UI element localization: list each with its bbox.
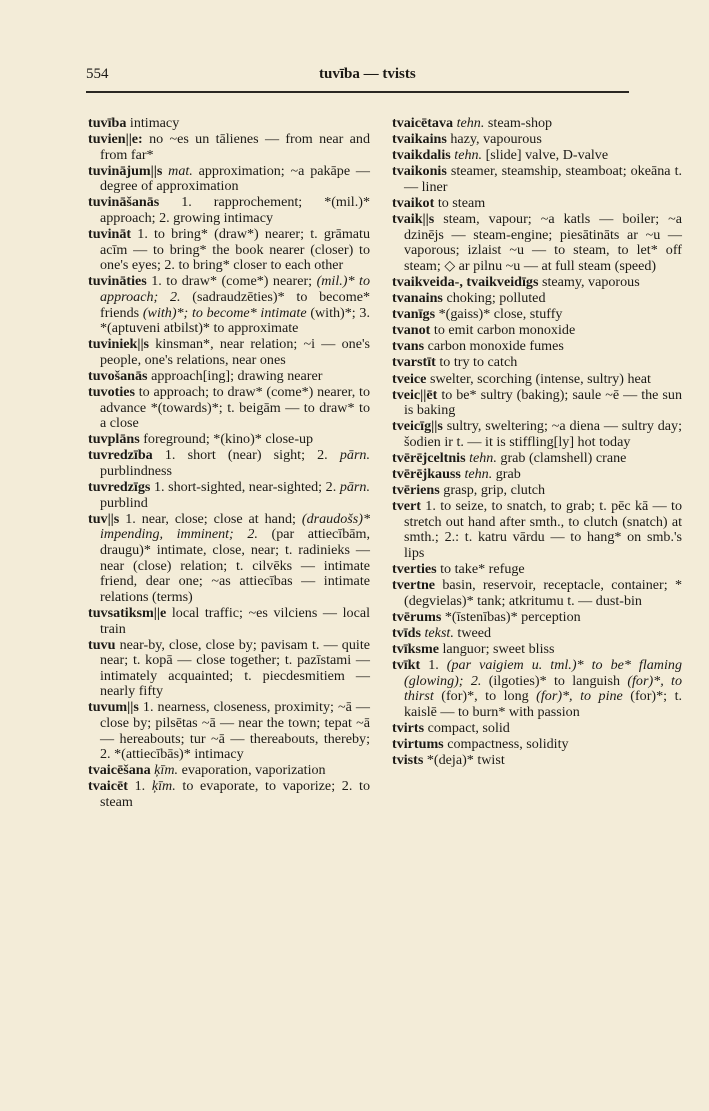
dictionary-entry bbox=[88, 337, 370, 368]
headword: tvaikonis bbox=[392, 163, 447, 180]
headword: tuvināties bbox=[88, 273, 147, 290]
dictionary-entry bbox=[88, 369, 370, 385]
headword: tuvien||e: bbox=[88, 131, 143, 148]
definition: tehn. grab (clamshell) crane bbox=[469, 449, 627, 466]
definition: 1. short (near) sight; 2. pārn. purblindness bbox=[100, 447, 370, 480]
definition: steamy, vaporous bbox=[541, 273, 640, 290]
headword: tvanains bbox=[392, 290, 443, 307]
headword: tvaicēt bbox=[88, 778, 128, 795]
headword: tuvināšanās bbox=[88, 194, 160, 211]
headword: tvērums bbox=[392, 608, 442, 625]
headword: tvērējceltnis bbox=[392, 449, 466, 466]
definition: 1. (par vaigiem u. tml.)* to be* flaming (glowing); 2. (ilgoties)* to languish (for)*, to thirst (for)*, to long (for)*, to pine (for)*; t. kaislē — to burn* with passion bbox=[404, 657, 683, 720]
headword: tuvplāns bbox=[88, 431, 140, 448]
page-number: 554 bbox=[86, 66, 109, 82]
dictionary-entry bbox=[88, 480, 370, 511]
dictionary-entry bbox=[392, 196, 682, 212]
definition: no ~es un tālienes — from near and from far* bbox=[100, 131, 370, 163]
dictionary-entry bbox=[392, 291, 682, 307]
definition: 1. to draw* (come*) nearer; (mil.)* to approach; 2. (sadraudzēties)* to become* friends (with)*; to become* intimate (with)*; 3. *(aptuveni atbilst)* to approximate bbox=[100, 273, 370, 337]
headword: tuvināt bbox=[88, 226, 132, 243]
definition: mat. approximation; ~a pakāpe — degree of approximation bbox=[100, 162, 370, 195]
headword: tuvība bbox=[88, 115, 127, 131]
dictionary-entry bbox=[88, 432, 370, 448]
definition: tekst. tweed bbox=[424, 625, 492, 641]
dictionary-entry bbox=[392, 451, 682, 467]
dictionary-entry bbox=[88, 512, 370, 606]
definition: choking; polluted bbox=[446, 290, 546, 307]
dictionary-entry bbox=[88, 164, 370, 195]
headword: tvēriens bbox=[392, 482, 440, 499]
dictionary-entry bbox=[392, 164, 682, 195]
definition: steam, vapour; ~a katls — boiler; ~a dzinējs — steam-engine; piesātināts ar ~u — vaporous; izlaist ~u — to steam, to let* off steam; ◇ ar pilnu ~u — at full steam (speed) bbox=[404, 211, 682, 274]
definition: tehn. steam-shop bbox=[456, 115, 553, 131]
headword: tveicīg||s bbox=[392, 418, 443, 435]
definition: hazy, vapourous bbox=[450, 131, 542, 148]
definition: to approach; to draw* (come*) nearer, to advance *(towards)*; t. beigām — to draw* to a close bbox=[100, 384, 370, 432]
headword: tvert bbox=[392, 498, 421, 515]
definition: near-by, close, close by; pavisam t. — quite near; t. kopā — close together; t. pazīstami — intimately acquainted; t. piecdesmitiem — nearly fifty bbox=[100, 636, 370, 700]
dictionary-entry bbox=[88, 606, 370, 637]
headword: tuviniek||s bbox=[88, 336, 150, 353]
dictionary-entry bbox=[88, 274, 370, 336]
dictionary-entry bbox=[392, 355, 682, 371]
dictionary-entry bbox=[392, 483, 682, 499]
definition: compactness, solidity bbox=[447, 736, 569, 753]
dictionary-entry bbox=[88, 763, 370, 779]
headword: tvirtums bbox=[392, 736, 444, 753]
dictionary-entry bbox=[392, 578, 682, 609]
headword: tuvredzība bbox=[88, 447, 153, 464]
dictionary-entry bbox=[392, 562, 682, 578]
dictionary-entry bbox=[392, 610, 682, 626]
definition: 1. rapprochement; *(mil.)* approach; 2. growing intimacy bbox=[100, 194, 370, 227]
definition: carbon monoxide fumes bbox=[427, 338, 564, 355]
headword: tverties bbox=[392, 561, 437, 578]
dictionary-entry bbox=[392, 275, 682, 291]
dictionary-entry bbox=[392, 658, 682, 720]
definition: to be* sultry (baking); saule ~ē — the sun is baking bbox=[404, 386, 682, 419]
definition: 1. to seize, to snatch, to grab; t. pēc kā — to stretch out hand after smth., to clutch (snatch) at smth.; 2.: t. katru vārdu — to hang* on smb.'s lips bbox=[404, 498, 682, 562]
definition: *(īstenības)* perception bbox=[444, 608, 581, 625]
headword: tvaicētava bbox=[392, 115, 454, 131]
headword: tvērējkauss bbox=[392, 466, 461, 483]
definition: tehn. grab bbox=[464, 466, 521, 483]
definition: swelter, scorching (intense, sultry) heat bbox=[429, 370, 651, 387]
headword: tveice bbox=[392, 370, 427, 387]
dictionary-entry bbox=[88, 195, 370, 226]
definition: compact, solid bbox=[427, 720, 510, 737]
definition: 1. short-sighted, near-sighted; 2. pārn. purblind bbox=[100, 479, 370, 511]
dictionary-entry bbox=[392, 642, 682, 658]
dictionary-entry bbox=[392, 626, 682, 642]
dictionary-entry bbox=[392, 116, 682, 132]
headword: tvarstīt bbox=[392, 354, 436, 371]
right-column bbox=[392, 116, 682, 769]
dictionary-entry bbox=[392, 148, 682, 164]
headword: tvans bbox=[392, 338, 425, 355]
definition: to take* refuge bbox=[440, 561, 525, 578]
running-head: tuvība — tvists bbox=[319, 66, 416, 82]
headword: tvertne bbox=[392, 577, 436, 594]
dictionary-entry bbox=[392, 721, 682, 737]
headword: tvīds bbox=[392, 625, 421, 641]
headword: tuvredzīgs bbox=[88, 479, 151, 496]
definition: 1. to bring* (draw*) nearer; t. grāmatu acīm — to bring* the book nearer (closer) to one's eyes; 2. to bring* closer to each other bbox=[100, 226, 370, 274]
headword: tuv||s bbox=[88, 510, 120, 527]
dictionary-entry bbox=[392, 307, 682, 323]
headword: tvirts bbox=[392, 720, 425, 737]
dictionary-entry bbox=[88, 116, 370, 132]
headword: tvīkt bbox=[392, 657, 421, 674]
headword: tvaik||s bbox=[392, 211, 435, 228]
dictionary-entry bbox=[88, 448, 370, 479]
header-rule bbox=[86, 91, 629, 93]
definition: ķīm. evaporation, vaporization bbox=[154, 762, 326, 779]
definition: approach[ing]; drawing nearer bbox=[151, 368, 323, 384]
dictionary-entry bbox=[88, 700, 370, 762]
headword: tuvošanās bbox=[88, 368, 148, 384]
definition: 1. near, close; close at hand; (draudošs)* impending, imminent; 2. (par attiecībām, draugu)* intimate, close, near; t. radinieks — near (close) relation; t. cilvēks — intimate friend, dear one; ~as attiecības — intimate relations (terms) bbox=[100, 510, 370, 605]
headword: tvīksme bbox=[392, 641, 439, 658]
dictionary-entry bbox=[88, 638, 370, 700]
definition: to try to catch bbox=[439, 354, 518, 371]
dictionary-entry bbox=[392, 419, 682, 450]
definition: basin, reservoir, receptacle, container; *(degvielas)* tank; atkritumu t. — dust-bin bbox=[404, 577, 682, 609]
dictionary-entry bbox=[392, 372, 682, 388]
definition: foreground; *(kino)* close-up bbox=[143, 431, 314, 448]
headword: tveic||ēt bbox=[392, 386, 438, 403]
definition: kinsman*, near relation; ~i — one's people, one's relations, near ones bbox=[100, 336, 370, 368]
dictionary-entry bbox=[88, 779, 370, 810]
definition: 1. nearness, closeness, proximity; ~ā — close by; pilsētas ~ā — near the town; tepat ~ā — hereabouts; tur ~ā — thereabouts, thereby; 2. *(attiecībās)* intimacy bbox=[100, 699, 370, 763]
dictionary-entry bbox=[392, 737, 682, 753]
definition: tehn. [slide] valve, D-valve bbox=[454, 147, 609, 164]
headword: tvaikdalis bbox=[392, 147, 451, 164]
headword: tuvoties bbox=[88, 384, 135, 401]
definition: intimacy bbox=[129, 115, 180, 131]
headword: tuvsatiksm||e bbox=[88, 604, 167, 621]
headword: tvaikveida-, tvaikveidīgs bbox=[392, 273, 539, 290]
definition: 1. ķīm. to evaporate, to vaporize; 2. to steam bbox=[100, 778, 370, 811]
headword: tvaicēšana bbox=[88, 762, 151, 779]
definition: languor; sweet bliss bbox=[442, 641, 555, 658]
definition: to emit carbon monoxide bbox=[433, 322, 576, 339]
dictionary-entry bbox=[392, 388, 682, 419]
headword: tuvum||s bbox=[88, 699, 139, 716]
headword: tvaikot bbox=[392, 194, 435, 211]
definition: local traffic; ~es vilciens — local train bbox=[100, 604, 370, 637]
definition: *(gaiss)* close, stuffy bbox=[438, 306, 563, 323]
headword: tuvu bbox=[88, 636, 116, 653]
dictionary-entry bbox=[88, 227, 370, 274]
dictionary-entry bbox=[392, 212, 682, 274]
dictionary-entry bbox=[392, 467, 682, 483]
left-column bbox=[88, 116, 370, 811]
definition: steamer, steamship, steamboat; okeāna t. — liner bbox=[404, 163, 683, 195]
dictionary-entry bbox=[392, 753, 682, 769]
dictionary-entry bbox=[392, 132, 682, 148]
dictionary-entry bbox=[88, 385, 370, 432]
headword: tuvinājum||s bbox=[88, 162, 163, 179]
definition: sultry, sweltering; ~a diena — sultry day; šodien ir t. — it is stiffling[ly] hot today bbox=[404, 418, 682, 450]
headword: tvanot bbox=[392, 322, 431, 339]
headword: tvaikains bbox=[392, 131, 447, 148]
definition: grasp, grip, clutch bbox=[443, 482, 546, 499]
definition: *(deja)* twist bbox=[426, 752, 505, 769]
dictionary-entry bbox=[392, 323, 682, 339]
dictionary-entry bbox=[88, 132, 370, 163]
headword: tvanīgs bbox=[392, 306, 436, 323]
definition: to steam bbox=[437, 194, 486, 211]
dictionary-entry bbox=[392, 339, 682, 355]
headword: tvists bbox=[392, 752, 424, 769]
dictionary-entry bbox=[392, 499, 682, 561]
